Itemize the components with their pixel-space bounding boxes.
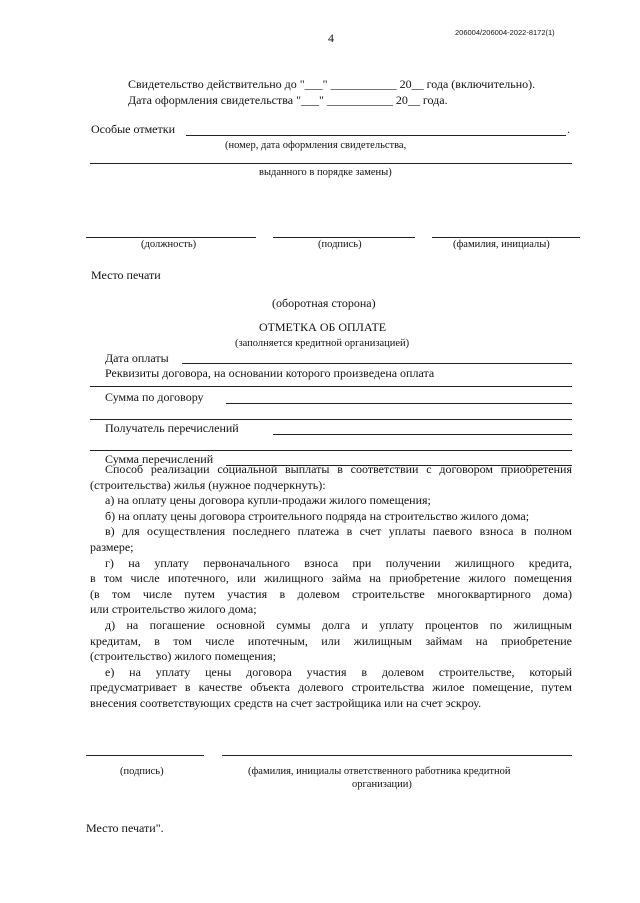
- signature-caption: (подпись): [318, 239, 362, 250]
- contract-details-label: Реквизиты договора, на основании которого произведена оплата: [105, 366, 435, 380]
- bank-signature-caption: (подпись): [120, 766, 164, 777]
- method-option-d-line-2: кредитам, в том числе ипотечным, или жилищным займам на приобретение: [90, 633, 572, 648]
- payment-date-line: [182, 363, 572, 364]
- method-option-e-line-2: предусматривает в качестве объекта долевого строительства жилое помещение, путем: [90, 680, 572, 695]
- contract-sum-line: [226, 403, 572, 404]
- recipient-second-line: [90, 450, 572, 451]
- final-stamp-place: Место печати".: [86, 821, 164, 835]
- method-option-v-line-1: в) для осуществления последнего платежа в счет уплаты паевого взноса в полном: [105, 524, 572, 539]
- document-code: 206004/206004-2022-8172(1): [455, 28, 555, 37]
- payment-title: ОТМЕТКА ОБ ОПЛАТЕ: [259, 320, 387, 334]
- method-option-e-line-3: внесения соответствующих средств на счет застройщика или на счет эскроу.: [90, 695, 482, 710]
- special-marks-caption-1: (номер, дата оформления свидетельства,: [225, 140, 407, 151]
- method-option-v-line-2: размере;: [90, 539, 134, 554]
- bank-name-caption-1: (фамилия, инициалы ответственного работника кредитной: [248, 766, 511, 777]
- bank-signature-line: [86, 755, 204, 756]
- method-option-b: б) на оплату цены договора строительного подряда на строительство жилого дома;: [105, 508, 530, 523]
- method-option-d-line-3: (строительство) жилого помещения;: [90, 649, 277, 664]
- payment-subtitle: (заполняется кредитной организацией): [235, 338, 410, 349]
- stamp-place: Место печати: [91, 268, 161, 282]
- validity-until-text: Свидетельство действительно до "___" ___________ 20__ года (включительно).: [128, 77, 536, 91]
- page-number: 4: [328, 31, 334, 45]
- reverse-side-label: (оборотная сторона): [272, 296, 376, 310]
- method-intro-line-2: (строительства) жилья (нужное подчеркнуть):: [90, 477, 326, 492]
- bank-name-caption-2: организации): [352, 779, 412, 790]
- payment-date-label: Дата оплаты: [105, 351, 169, 365]
- method-option-a: а) на оплату цены договора купли-продажи жилого помещения;: [105, 493, 431, 508]
- recipient-line: [273, 434, 572, 435]
- special-marks-label: Особые отметки: [91, 122, 175, 136]
- method-option-d-line-1: д) на погашение основной суммы долга и уплату процентов по жилищным: [105, 617, 572, 632]
- method-option-g-line-2: в том числе ипотечного, или жилищного займа на приобретение жилого помещения: [90, 571, 572, 586]
- contract-details-line: [90, 386, 572, 387]
- method-option-g-line-4: или строительство жилого дома;: [90, 602, 257, 617]
- special-marks-period: .: [567, 122, 570, 136]
- method-intro-line-1: Способ реализации социальной выплаты в соответствии с договором приобретения: [105, 462, 572, 476]
- special-marks-line: [186, 135, 566, 136]
- method-option-g-line-1: г) на уплату первоначального взноса при получении жилищного кредита,: [105, 555, 572, 570]
- bank-name-line: [222, 755, 572, 756]
- transfer-sum-label: Сумма перечислений: [105, 452, 214, 466]
- method-option-e-line-1: е) на уплату цены договора участия в долевом строительстве, который: [105, 664, 572, 679]
- special-marks-second-line: [90, 163, 572, 164]
- method-option-g-line-3: (в том числе путем участия в долевом строительстве многоквартирного дома): [90, 586, 572, 601]
- position-caption: (должность): [141, 239, 197, 250]
- issue-date-text: Дата оформления свидетельства "___" ___________ 20__ года.: [128, 93, 448, 107]
- payment-method-section: [90, 462, 572, 712]
- contract-sum-second-line: [90, 419, 572, 420]
- contract-sum-label: Сумма по договору: [105, 390, 204, 404]
- name-caption: (фамилия, инициалы): [453, 239, 550, 250]
- recipient-label: Получатель перечислений: [105, 421, 239, 435]
- special-marks-caption-2: выданного в порядке замены): [259, 167, 392, 178]
